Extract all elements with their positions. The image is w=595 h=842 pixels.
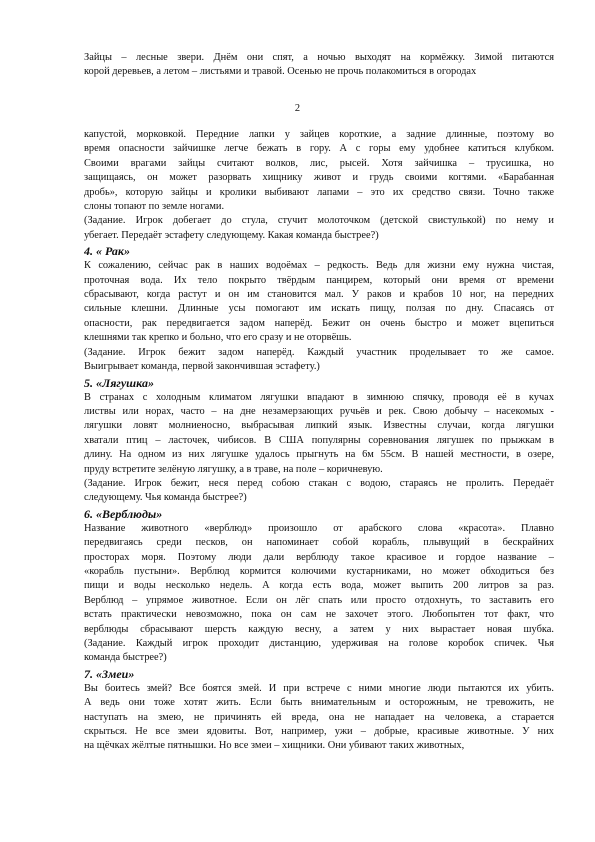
section-heading: 6. «Верблюды» <box>84 506 163 521</box>
text-line: проточная вода. Их тело покрыто твёрдым панцирем, который они время от времени <box>84 274 554 286</box>
text-line: лягушки ловят молниеносно, выбрасывая липкий язык. Известны случаи, когда лягушки <box>84 420 554 432</box>
page-number: 2 <box>294 103 301 114</box>
text-line: клешнями так крепко и больно, что его сразу и не оторвёшь. <box>84 332 352 344</box>
text-line: время опасности зайчишке легче бежать в гору. А с горы ему удобнее катиться клубком. <box>84 143 554 155</box>
section-heading: 7. «Змеи» <box>84 666 135 681</box>
text-line: пруду встретите зелёную лягушку, а в траве, на поле – коричневую. <box>84 463 383 475</box>
text-line: А ведь они тоже хотят жить. Если быть внимательным и осторожным, не тревожить, не <box>84 697 554 709</box>
text-line: слоны топают по земле ногами. <box>84 201 225 213</box>
text-line: встать практически невозможно, пока он сам не захочет этого. Любопытен тот факт, что <box>84 609 554 621</box>
text-line: Верблюд – упрямое животное. Если он лёг спать или просто отдохнуть, то заставить его <box>84 594 554 606</box>
text-line: просторах моря. Поэтому люди дали верблюду такое красивое и гордое название – <box>84 551 554 563</box>
text-line: пищи и воды несколько недель. А когда есть вода, может выпить 200 литров за раз. <box>84 580 554 592</box>
text-line: Выигрывает команда, первой закончившая эстафету.) <box>84 361 320 373</box>
text-line: команда быстрее?) <box>84 652 167 664</box>
text-line: на щёчках жёлтые пятнышки. Но все змеи – хищники. Они убивают таких животных, <box>84 740 465 752</box>
text-line: Название животного «верблюд» произошло от арабского слова «красота». Плавно <box>84 522 554 534</box>
text-line: (Задание. Игрок добегает до стула, стучит молоточком (детской свистулькой) по нему и <box>84 215 554 227</box>
top-text <box>84 51 554 80</box>
text-line: опасности, рак передвигается задом наперёд. Бежит он очень быстро и может вцепиться <box>84 317 554 329</box>
text-line: дробь», которую зайцы и кролики выбивают лапами – это их средство связи. Точно также <box>84 186 554 198</box>
text-line: сильные клешни. Длинные усы помогают им искать пищу, ползая по дну. Спасаясь от <box>84 303 554 315</box>
text-line: В странах с холодным климатом лягушки впадают в зимнюю спячку, проводя её в кучах <box>84 391 554 403</box>
text-line: хватали птиц – ласточек, чибисов. В США популярны соревнования лягушек по прыжкам в <box>84 434 554 446</box>
body-text <box>84 128 554 754</box>
text-line: листвы или норах, часто – на дне незамерзающих ручьёв и рек. Свою добычу – насекомых - <box>84 405 554 417</box>
text-line: наступать на змею, не причинять ей вреда, она не нападает на человека, а старается <box>84 711 554 723</box>
text-line: корой деревьев, а летом – листьями и травой. Осенью не прочь полакомиться в огородах <box>84 66 477 78</box>
text-line: (Задание. Игрок бежит задом наперёд. Каждый участник проделывает то же самое. <box>84 346 554 358</box>
text-line: сбрасывают, когда растут и он им становится мал. У раков и крабов 10 ног, на передних <box>84 289 554 301</box>
text-line: К сожалению, сейчас рак в наших водоёмах – редкость. Ведь для жизни ему нужна чистая, <box>84 260 554 272</box>
text-line: следующему. Чья команда быстрее?) <box>84 492 247 504</box>
text-line: защищаясь, он может разорвать хищнику живот и грудь своими когтями. «Барабанная <box>84 172 554 184</box>
text-line: «корабль пустыни». Верблюд кормится колючими кустарниками, но может обходиться без <box>84 565 554 577</box>
text-line: (Задание. Игрок бежит, неся перед собою стакан с водою, стараясь не пролить. Передаёт <box>84 477 554 489</box>
text-line: верблюды сбрасывают шерсть каждую весну, а затем у них вырастает новая шубка. <box>84 623 554 635</box>
text-line: Зайцы – лесные звери. Днём они спят, а ночью выходят на кормёжку. Зимой питаются <box>84 52 554 63</box>
text-line: Вы боитесь змей? Все боятся змей. И при встрече с ними многие люди пытаются их убить. <box>84 682 554 694</box>
section-heading: 5. «Лягушка» <box>84 375 154 390</box>
text-line: капустой, морковкой. Передние лапки у зайцев короткие, а задние длинные, поэтому во <box>84 129 554 140</box>
section-heading: 4. « Рак» <box>84 244 130 259</box>
text-line: скрыться. Не все змеи ядовиты. Вот, например, ужи – добрые, красивые животные. У них <box>84 726 554 738</box>
text-line: длину. На одном из них лягушке удалось прыгнуть на 6м 55см. В нашей местности, в озере, <box>84 449 554 461</box>
text-line: Своими врагами зайцы считают волков, лис, рысей. Хотя зайчишка – трусишка, но <box>84 157 554 169</box>
text-line: передвигаясь среди песков, он напоминает собой корабль, плывущий в бескрайних <box>84 537 554 549</box>
text-line: убегает. Передаёт эстафету следующему. Какая команда быстрее?) <box>84 229 379 241</box>
text-line: (Задание. Каждый игрок проходит дистанцию, удерживая на голове коробок спичек. Чья <box>84 638 554 649</box>
